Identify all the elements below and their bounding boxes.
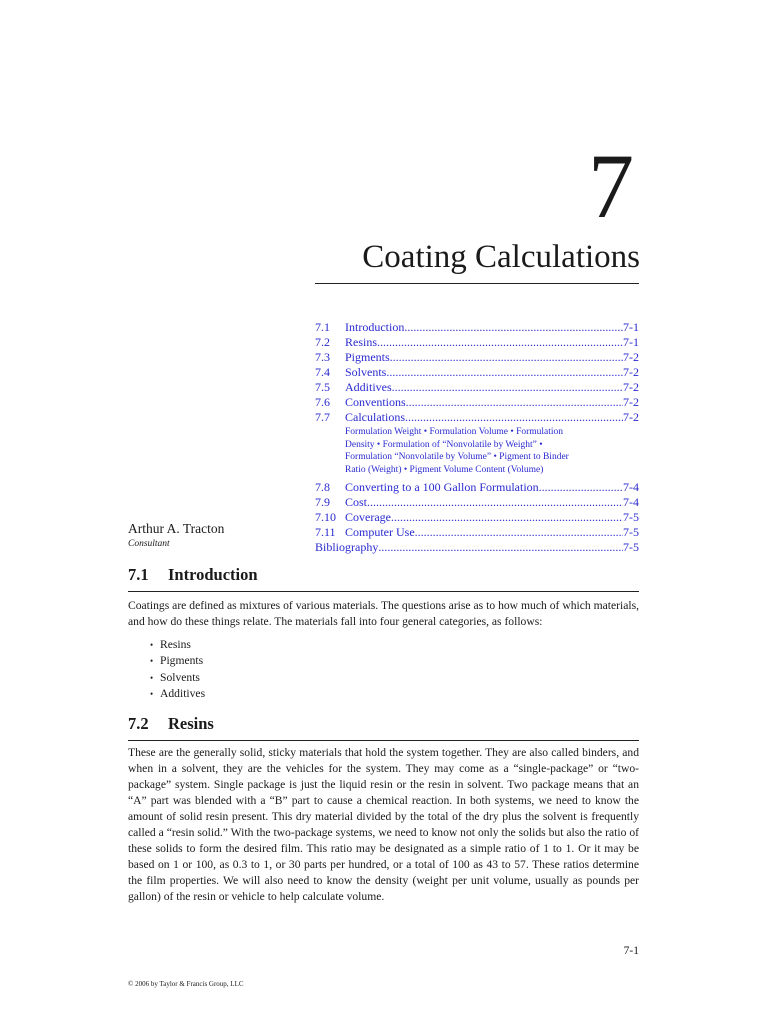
toc-entry[interactable] [315,395,639,410]
toc-entry-page[interactable]: 7-5 [623,524,639,539]
title-rule [315,283,639,284]
list-item: • Resins [150,637,205,653]
toc-entry-page[interactable]: 7-2 [623,365,639,379]
toc-entry-page[interactable]: 7-5 [623,539,639,554]
toc-leader-dots [392,380,623,395]
author-name: Arthur A. Tracton [128,521,225,536]
toc-entry[interactable] [315,495,639,510]
toc-entry-number: 7.4 [315,365,330,379]
section-number: 7.1 [128,565,149,584]
toc-entry-page[interactable]: 7-2 [623,410,639,424]
toc-subtopic-line: Ratio (Weight) • Pigment Volume Content (Volume) [345,465,544,476]
toc-entry[interactable] [315,335,639,350]
toc-entry[interactable] [315,410,639,425]
toc-entry[interactable] [315,525,639,540]
section-number: 7.2 [128,714,149,733]
toc-entry-title[interactable]: Calculations [345,410,405,424]
toc-entry-number: 7.10 [315,509,336,524]
toc-leader-dots [405,410,623,425]
chapter-title: Coating Calculations [362,239,640,275]
toc-subtopics [315,426,639,477]
toc-entry[interactable] [315,320,639,335]
toc-entry-page[interactable]: 7-4 [623,494,639,509]
toc-leader-dots [390,350,623,365]
section-title: Resins [168,714,214,733]
resins-paragraph: These are the generally solid, sticky materials that hold the system together. They are also called binders, and when in a solvent, they are the vehicles for the system. They may come as a “single-package” or “two-package” system. Single package is just the liquid resin or the resin in solvent. Two package means that an “A” part was blended with a “B” part to cause a chemical reaction. In both systems, we need to know the amount of solid resin present. This dry material divided by the total of the dry plus the solvent is frequently called a “resin solid.” With the two-package systems, we need to know not only the solids but also the ratio of these solids to form the desired film. This ratio may be designated as a simple ratio of 1 to 1. Or it may be based on 1 or 100, as 0.3 to 1, or 30 parts per hundred, or a total of 100 as 43 to 57. These ratios determine the film properties. We will also need to know the density (weight per unit volume, usually as pounds per gallon) of the resin or vehicle to help calculate volume. [128,746,639,903]
list-item: • Solvents [150,670,205,686]
toc-entry[interactable] [315,540,639,555]
toc-entry-page[interactable]: 7-4 [623,479,639,494]
toc-entry-title[interactable]: Converting to a 100 Gallon Formulation [345,479,539,494]
toc-leader-dots [377,335,623,350]
toc-entry-number: 7.3 [315,350,330,364]
toc-entry-page[interactable]: 7-1 [623,320,639,334]
toc-entry[interactable] [315,480,639,495]
toc-entry-number: 7.11 [315,524,336,539]
toc-entry-page[interactable]: 7-1 [623,335,639,349]
toc-leader-dots [415,525,623,540]
toc-leader-dots [378,540,623,555]
list-item: • Additives [150,686,205,702]
list-item: • Pigments [150,653,205,669]
toc-entry-page[interactable]: 7-2 [623,350,639,364]
toc-leader-dots [367,495,623,510]
section-heading-resins [128,714,639,741]
toc-leader-dots [406,395,623,410]
toc-leader-dots [539,480,623,495]
toc-leader-dots [386,365,623,380]
toc-entry-number: 7.5 [315,380,330,394]
chapter-number: 7 [588,135,634,237]
toc-entry-title[interactable]: Cost [345,494,368,509]
toc-entry[interactable] [315,350,639,365]
table-of-contents [315,320,639,555]
toc-entry-number: 7.6 [315,395,330,409]
toc-entry-title[interactable]: Coverage [345,509,391,524]
toc-entry-title[interactable]: Conventions [345,395,406,409]
toc-leader-dots [391,510,623,525]
toc-leader-dots [404,320,623,335]
toc-entry-page[interactable]: 7-5 [623,509,639,524]
toc-entry-page[interactable]: 7-2 [623,395,639,409]
toc-subtopic-line: Formulation Weight • Formulation Volume • Formulation [345,427,564,437]
toc-entry-number: 7.9 [315,494,330,509]
toc-entry-title[interactable]: Solvents [345,365,387,379]
introduction-paragraph: Coatings are defined as mixtures of various materials. The questions arise as to how much of which materials, and how do these things relate. The materials fall into four general categories, as follows: [128,599,639,628]
toc-entry[interactable] [315,510,639,525]
toc-entry[interactable] [315,380,639,395]
toc-subtopic-line: Formulation “Nonvolatile by Volume” • Pigment to Binder [345,452,569,463]
toc-entry-number: 7.1 [315,320,330,334]
category-list [150,637,205,702]
toc-entry-title[interactable]: Pigments [345,350,390,364]
toc-entry-number: 7.2 [315,335,330,349]
toc-entry-page[interactable]: 7-2 [623,380,639,394]
toc-entry-title[interactable]: Bibliography [315,539,379,554]
author-affiliation: Consultant [128,539,170,549]
toc-entry-number: 7.7 [315,410,330,424]
copyright-notice: © 2006 by Taylor & Francis Group, LLC [128,980,244,988]
toc-entry-title[interactable]: Additives [345,380,392,394]
section-heading-introduction [128,565,639,592]
page-number: 7-1 [623,945,639,957]
toc-entry-title[interactable]: Introduction [345,320,405,334]
toc-entry-title[interactable]: Resins [345,335,378,349]
toc-subtopic-line: Density • Formulation of “Nonvolatile by Weight” • [345,439,543,450]
section-title: Introduction [168,565,258,584]
toc-entry-number: 7.8 [315,479,330,494]
toc-entry[interactable] [315,365,639,380]
toc-entry-title[interactable]: Computer Use [345,524,415,539]
